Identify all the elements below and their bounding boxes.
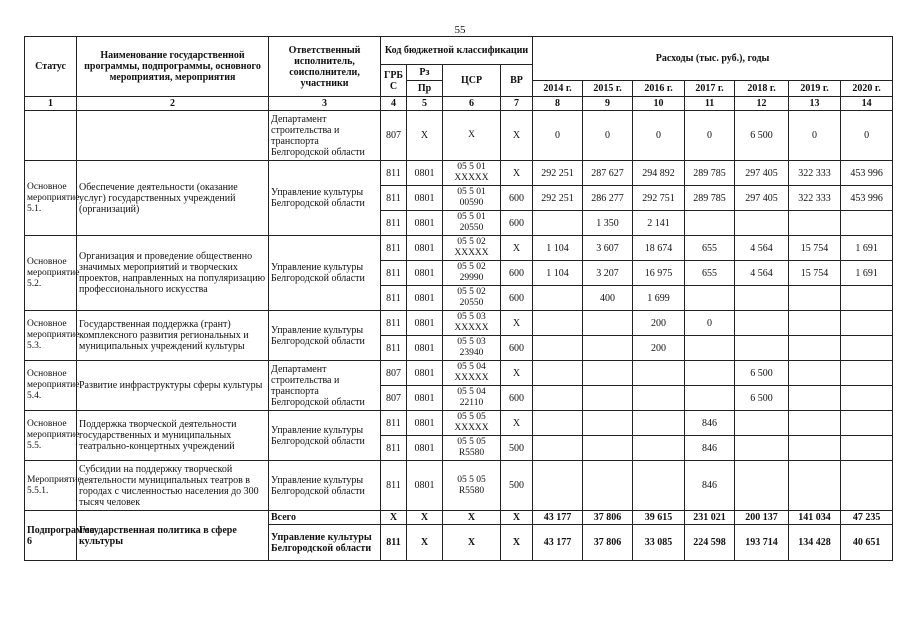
cell-csr: X (443, 111, 501, 161)
cell-csr: 05 5 01 20550 (443, 211, 501, 236)
cell-grbs: 811 (381, 411, 407, 436)
cell-grbs: 811 (381, 211, 407, 236)
subprogram-status: Подпрограмма 6 (25, 511, 77, 561)
header-responsible: Ответственный исполнитель, соисполнители, участники (269, 37, 381, 97)
cell-amount: 15 754 (789, 236, 841, 261)
column-number: 3 (269, 97, 381, 111)
cell-amount: 297 405 (735, 161, 789, 186)
cell-amount (735, 461, 789, 511)
cell-amount (583, 361, 633, 386)
header-year: 2020 г. (841, 81, 893, 97)
subprogram-responsible: Управление культуры Белгородской области (269, 525, 381, 561)
cell-rz-pr: 0801 (407, 311, 443, 336)
cell-vr: X (501, 411, 533, 436)
table-row (25, 311, 893, 336)
cell-amount (789, 361, 841, 386)
cell-vr: X (501, 311, 533, 336)
cell-amount: 292 251 (533, 161, 583, 186)
cell-csr: 05 5 03 XXXXX (443, 311, 501, 336)
cell-amount (533, 336, 583, 361)
header-year: 2015 г. (583, 81, 633, 97)
subprogram-total-csr: X (443, 511, 501, 525)
cell-amount (685, 336, 735, 361)
cell-amount (789, 386, 841, 411)
header-pr: Пр (407, 81, 443, 97)
column-number: 9 (583, 97, 633, 111)
cell-vr: X (501, 161, 533, 186)
cell-amount: 0 (685, 311, 735, 336)
cell-amount: 6 500 (735, 361, 789, 386)
header-year: 2014 г. (533, 81, 583, 97)
subprogram-line-amount: 43 177 (533, 525, 583, 561)
cell-amount (583, 436, 633, 461)
cell-grbs: 811 (381, 461, 407, 511)
subprogram-line-amount: 37 806 (583, 525, 633, 561)
cell-amount (735, 436, 789, 461)
cell-amount: 322 333 (789, 186, 841, 211)
row-responsible: Управление культуры Белгородской области (269, 161, 381, 236)
cell-amount: 286 277 (583, 186, 633, 211)
cell-amount (583, 461, 633, 511)
cell-amount: 3 607 (583, 236, 633, 261)
subprogram-total-amount: 39 615 (633, 511, 685, 525)
cell-amount: 655 (685, 261, 735, 286)
cell-amount: 0 (685, 111, 735, 161)
cell-amount: 16 975 (633, 261, 685, 286)
row-responsible: Управление культуры Белгородской области (269, 311, 381, 361)
column-numbers-row (25, 97, 893, 111)
column-number: 8 (533, 97, 583, 111)
row-name: Обеспечение деятельности (оказание услуг) государственных учреждений (организаций) (77, 161, 269, 236)
cell-amount (633, 461, 685, 511)
header-csr: ЦСР (443, 65, 501, 97)
cell-amount: 1 104 (533, 261, 583, 286)
cell-amount (789, 436, 841, 461)
cell-amount: 3 207 (583, 261, 633, 286)
header-expenses: Расходы (тыс. руб.), годы (533, 37, 893, 81)
row-name: Поддержка творческой деятельности государственных и муниципальных театрально-концертных учреждений (77, 411, 269, 461)
column-number: 6 (443, 97, 501, 111)
cell-amount: 6 500 (735, 386, 789, 411)
row-status: Основное мероприятие 5.3. (25, 311, 77, 361)
row-name: Субсидии на поддержку творческой деятельности муниципальных театров в городах с численностью населения до 300 тысяч человек (77, 461, 269, 511)
cell-rz-pr: X (407, 111, 443, 161)
cell-amount (583, 311, 633, 336)
cell-grbs: 811 (381, 186, 407, 211)
cell-csr: 05 5 02 XXXXX (443, 236, 501, 261)
subprogram-total-vr: X (501, 511, 533, 525)
cell-amount (789, 286, 841, 311)
cell-vr: 600 (501, 336, 533, 361)
cell-grbs: 811 (381, 236, 407, 261)
column-number: 4 (381, 97, 407, 111)
cell-csr: 05 5 05 XXXXX (443, 411, 501, 436)
cell-amount: 0 (789, 111, 841, 161)
cell-csr: 05 5 04 XXXXX (443, 361, 501, 386)
table-row (25, 236, 893, 261)
cell-amount: 846 (685, 461, 735, 511)
cell-amount (789, 211, 841, 236)
cell-vr: 600 (501, 286, 533, 311)
cell-rz-pr: 0801 (407, 161, 443, 186)
cell-csr: 05 5 04 22110 (443, 386, 501, 411)
cell-amount: 655 (685, 236, 735, 261)
cell-vr: 600 (501, 186, 533, 211)
cell-amount: 0 (583, 111, 633, 161)
cell-vr: 500 (501, 436, 533, 461)
row-status: Основное мероприятие 5.1. (25, 161, 77, 236)
cell-amount (841, 361, 893, 386)
header-year: 2018 г. (735, 81, 789, 97)
cell-amount: 0 (533, 111, 583, 161)
column-number: 2 (77, 97, 269, 111)
row-status: Мероприятие 5.5.1. (25, 461, 77, 511)
cell-amount (841, 211, 893, 236)
cell-amount (789, 336, 841, 361)
cell-csr: 05 5 03 23940 (443, 336, 501, 361)
row-responsible: Департамент строительства и транспорта Белгородской области (269, 361, 381, 411)
cell-amount (533, 211, 583, 236)
subprogram-line-vr: X (501, 525, 533, 561)
cell-grbs: 811 (381, 436, 407, 461)
cell-amount: 292 751 (633, 186, 685, 211)
header-budget-code: Код бюджетной классификации (381, 37, 533, 65)
header-year: 2019 г. (789, 81, 841, 97)
cell-amount (841, 436, 893, 461)
row-status: Основное мероприятие 5.5. (25, 411, 77, 461)
table-row (25, 161, 893, 186)
cell-amount (583, 336, 633, 361)
column-number: 5 (407, 97, 443, 111)
cell-amount (533, 411, 583, 436)
row-responsible: Управление культуры Белгородской области (269, 411, 381, 461)
cell-amount: 1 691 (841, 236, 893, 261)
cell-csr: 05 5 01 XXXXX (443, 161, 501, 186)
subprogram-line-csr: X (443, 525, 501, 561)
cell-amount: 1 691 (841, 261, 893, 286)
cell-rz-pr: 0801 (407, 386, 443, 411)
header-grbs: ГРБ С (381, 65, 407, 97)
cell-csr: 05 5 01 00590 (443, 186, 501, 211)
header-year: 2017 г. (685, 81, 735, 97)
cell-amount (735, 211, 789, 236)
cell-amount (789, 411, 841, 436)
cell-amount: 297 405 (735, 186, 789, 211)
table-body (25, 111, 893, 561)
cell-amount (735, 311, 789, 336)
cell-amount (685, 386, 735, 411)
cell-amount: 4 564 (735, 261, 789, 286)
cell-rz-pr: 0801 (407, 236, 443, 261)
cell-amount (533, 311, 583, 336)
cell-rz-pr: 0801 (407, 336, 443, 361)
cell-amount: 846 (685, 411, 735, 436)
subprogram-total-rz: X (407, 511, 443, 525)
subprogram-line-rz: X (407, 525, 443, 561)
cell-csr: 05 5 02 20550 (443, 286, 501, 311)
subprogram-total-amount: 47 235 (841, 511, 893, 525)
column-number: 11 (685, 97, 735, 111)
cell-amount (789, 461, 841, 511)
cell-amount: 1 350 (583, 211, 633, 236)
table-header (25, 37, 893, 111)
subprogram-line-amount: 193 714 (735, 525, 789, 561)
subprogram-line-amount: 134 428 (789, 525, 841, 561)
cell-vr: 600 (501, 261, 533, 286)
cell-grbs: 811 (381, 311, 407, 336)
cell-csr: 05 5 05 R5580 (443, 461, 501, 511)
subprogram-total-amount: 200 137 (735, 511, 789, 525)
cell-grbs: 811 (381, 336, 407, 361)
table-row (25, 111, 893, 161)
cell-amount (633, 361, 685, 386)
cell-grbs: 811 (381, 286, 407, 311)
cell-amount: 287 627 (583, 161, 633, 186)
cell-amount: 0 (841, 111, 893, 161)
cell-vr: X (501, 111, 533, 161)
cell-grbs: 807 (381, 111, 407, 161)
subprogram-line-grbs: 811 (381, 525, 407, 561)
table-row (25, 361, 893, 386)
table-row (25, 411, 893, 436)
cell-amount: 200 (633, 311, 685, 336)
cell-amount: 0 (633, 111, 685, 161)
cell-amount: 15 754 (789, 261, 841, 286)
row-responsible: Управление культуры Белгородской области (269, 461, 381, 511)
row-responsible: Департамент строительства и транспорта Белгородской области (269, 111, 381, 161)
cell-amount: 289 785 (685, 161, 735, 186)
row-name: Государственная поддержка (грант) комплексного развития региональных и муниципальных учреждений культуры (77, 311, 269, 361)
subprogram-total-amount: 43 177 (533, 511, 583, 525)
cell-amount: 18 674 (633, 236, 685, 261)
row-status: Основное мероприятие 5.4. (25, 361, 77, 411)
subprogram-line-amount: 224 598 (685, 525, 735, 561)
cell-amount (633, 436, 685, 461)
cell-rz-pr: 0801 (407, 186, 443, 211)
cell-amount: 2 141 (633, 211, 685, 236)
cell-grbs: 807 (381, 386, 407, 411)
subprogram-line-amount: 33 085 (633, 525, 685, 561)
row-name (77, 111, 269, 161)
cell-amount (533, 436, 583, 461)
cell-csr: 05 5 05 R5580 (443, 436, 501, 461)
column-number: 12 (735, 97, 789, 111)
cell-vr: X (501, 361, 533, 386)
header-vr: ВР (501, 65, 533, 97)
cell-amount (533, 361, 583, 386)
cell-rz-pr: 0801 (407, 361, 443, 386)
cell-amount (841, 336, 893, 361)
page-number: 55 (454, 24, 466, 36)
cell-amount (735, 286, 789, 311)
cell-amount (633, 411, 685, 436)
cell-amount (583, 386, 633, 411)
budget-table (24, 36, 893, 561)
cell-grbs: 811 (381, 161, 407, 186)
row-status: Основное мероприятие 5.2. (25, 236, 77, 311)
cell-amount (633, 386, 685, 411)
cell-amount: 292 251 (533, 186, 583, 211)
cell-vr: 600 (501, 386, 533, 411)
cell-rz-pr: 0801 (407, 436, 443, 461)
cell-amount (789, 311, 841, 336)
row-name: Развитие инфраструктуры сферы культуры (77, 361, 269, 411)
subprogram-total-grbs: X (381, 511, 407, 525)
cell-amount: 400 (583, 286, 633, 311)
column-number: 7 (501, 97, 533, 111)
cell-amount: 846 (685, 436, 735, 461)
cell-amount: 453 996 (841, 161, 893, 186)
cell-amount (533, 461, 583, 511)
cell-amount: 1 104 (533, 236, 583, 261)
column-number: 1 (25, 97, 77, 111)
cell-amount (533, 386, 583, 411)
cell-amount (841, 311, 893, 336)
cell-rz-pr: 0801 (407, 286, 443, 311)
cell-rz-pr: 0801 (407, 411, 443, 436)
cell-amount (841, 411, 893, 436)
cell-amount (735, 411, 789, 436)
subprogram-name: Государственная политика в сфере культуры (77, 511, 269, 561)
cell-amount: 294 892 (633, 161, 685, 186)
row-status (25, 111, 77, 161)
column-number: 14 (841, 97, 893, 111)
cell-vr: 500 (501, 461, 533, 511)
cell-grbs: 807 (381, 361, 407, 386)
cell-amount (841, 286, 893, 311)
cell-amount: 6 500 (735, 111, 789, 161)
cell-amount: 200 (633, 336, 685, 361)
subprogram-total-amount: 37 806 (583, 511, 633, 525)
subprogram-total-row (25, 511, 893, 525)
cell-amount: 4 564 (735, 236, 789, 261)
cell-amount (685, 211, 735, 236)
cell-grbs: 811 (381, 261, 407, 286)
subprogram-total-label: Всего (269, 511, 381, 525)
cell-vr: X (501, 236, 533, 261)
cell-amount (841, 461, 893, 511)
subprogram-line-amount: 40 651 (841, 525, 893, 561)
cell-rz-pr: 0801 (407, 261, 443, 286)
header-rz: Рз (407, 65, 443, 81)
column-number: 13 (789, 97, 841, 111)
header-status: Статус (25, 37, 77, 97)
cell-amount (533, 286, 583, 311)
cell-amount (583, 411, 633, 436)
cell-amount (841, 386, 893, 411)
subprogram-total-amount: 141 034 (789, 511, 841, 525)
cell-amount: 322 333 (789, 161, 841, 186)
cell-amount (685, 361, 735, 386)
cell-amount (685, 286, 735, 311)
cell-amount: 1 699 (633, 286, 685, 311)
cell-csr: 05 5 02 29990 (443, 261, 501, 286)
header-name: Наименование государственной программы, подпрограммы, основного мероприятия, мероприятия (77, 37, 269, 97)
table-row (25, 461, 893, 511)
cell-amount (735, 336, 789, 361)
column-number: 10 (633, 97, 685, 111)
cell-rz-pr: 0801 (407, 211, 443, 236)
cell-amount: 289 785 (685, 186, 735, 211)
header-year: 2016 г. (633, 81, 685, 97)
cell-vr: 600 (501, 211, 533, 236)
cell-rz-pr: 0801 (407, 461, 443, 511)
subprogram-total-amount: 231 021 (685, 511, 735, 525)
cell-amount: 453 996 (841, 186, 893, 211)
row-responsible: Управление культуры Белгородской области (269, 236, 381, 311)
row-name: Организация и проведение общественно значимых мероприятий и творческих проектов, направленных на популяризацию профессионального искусства (77, 236, 269, 311)
